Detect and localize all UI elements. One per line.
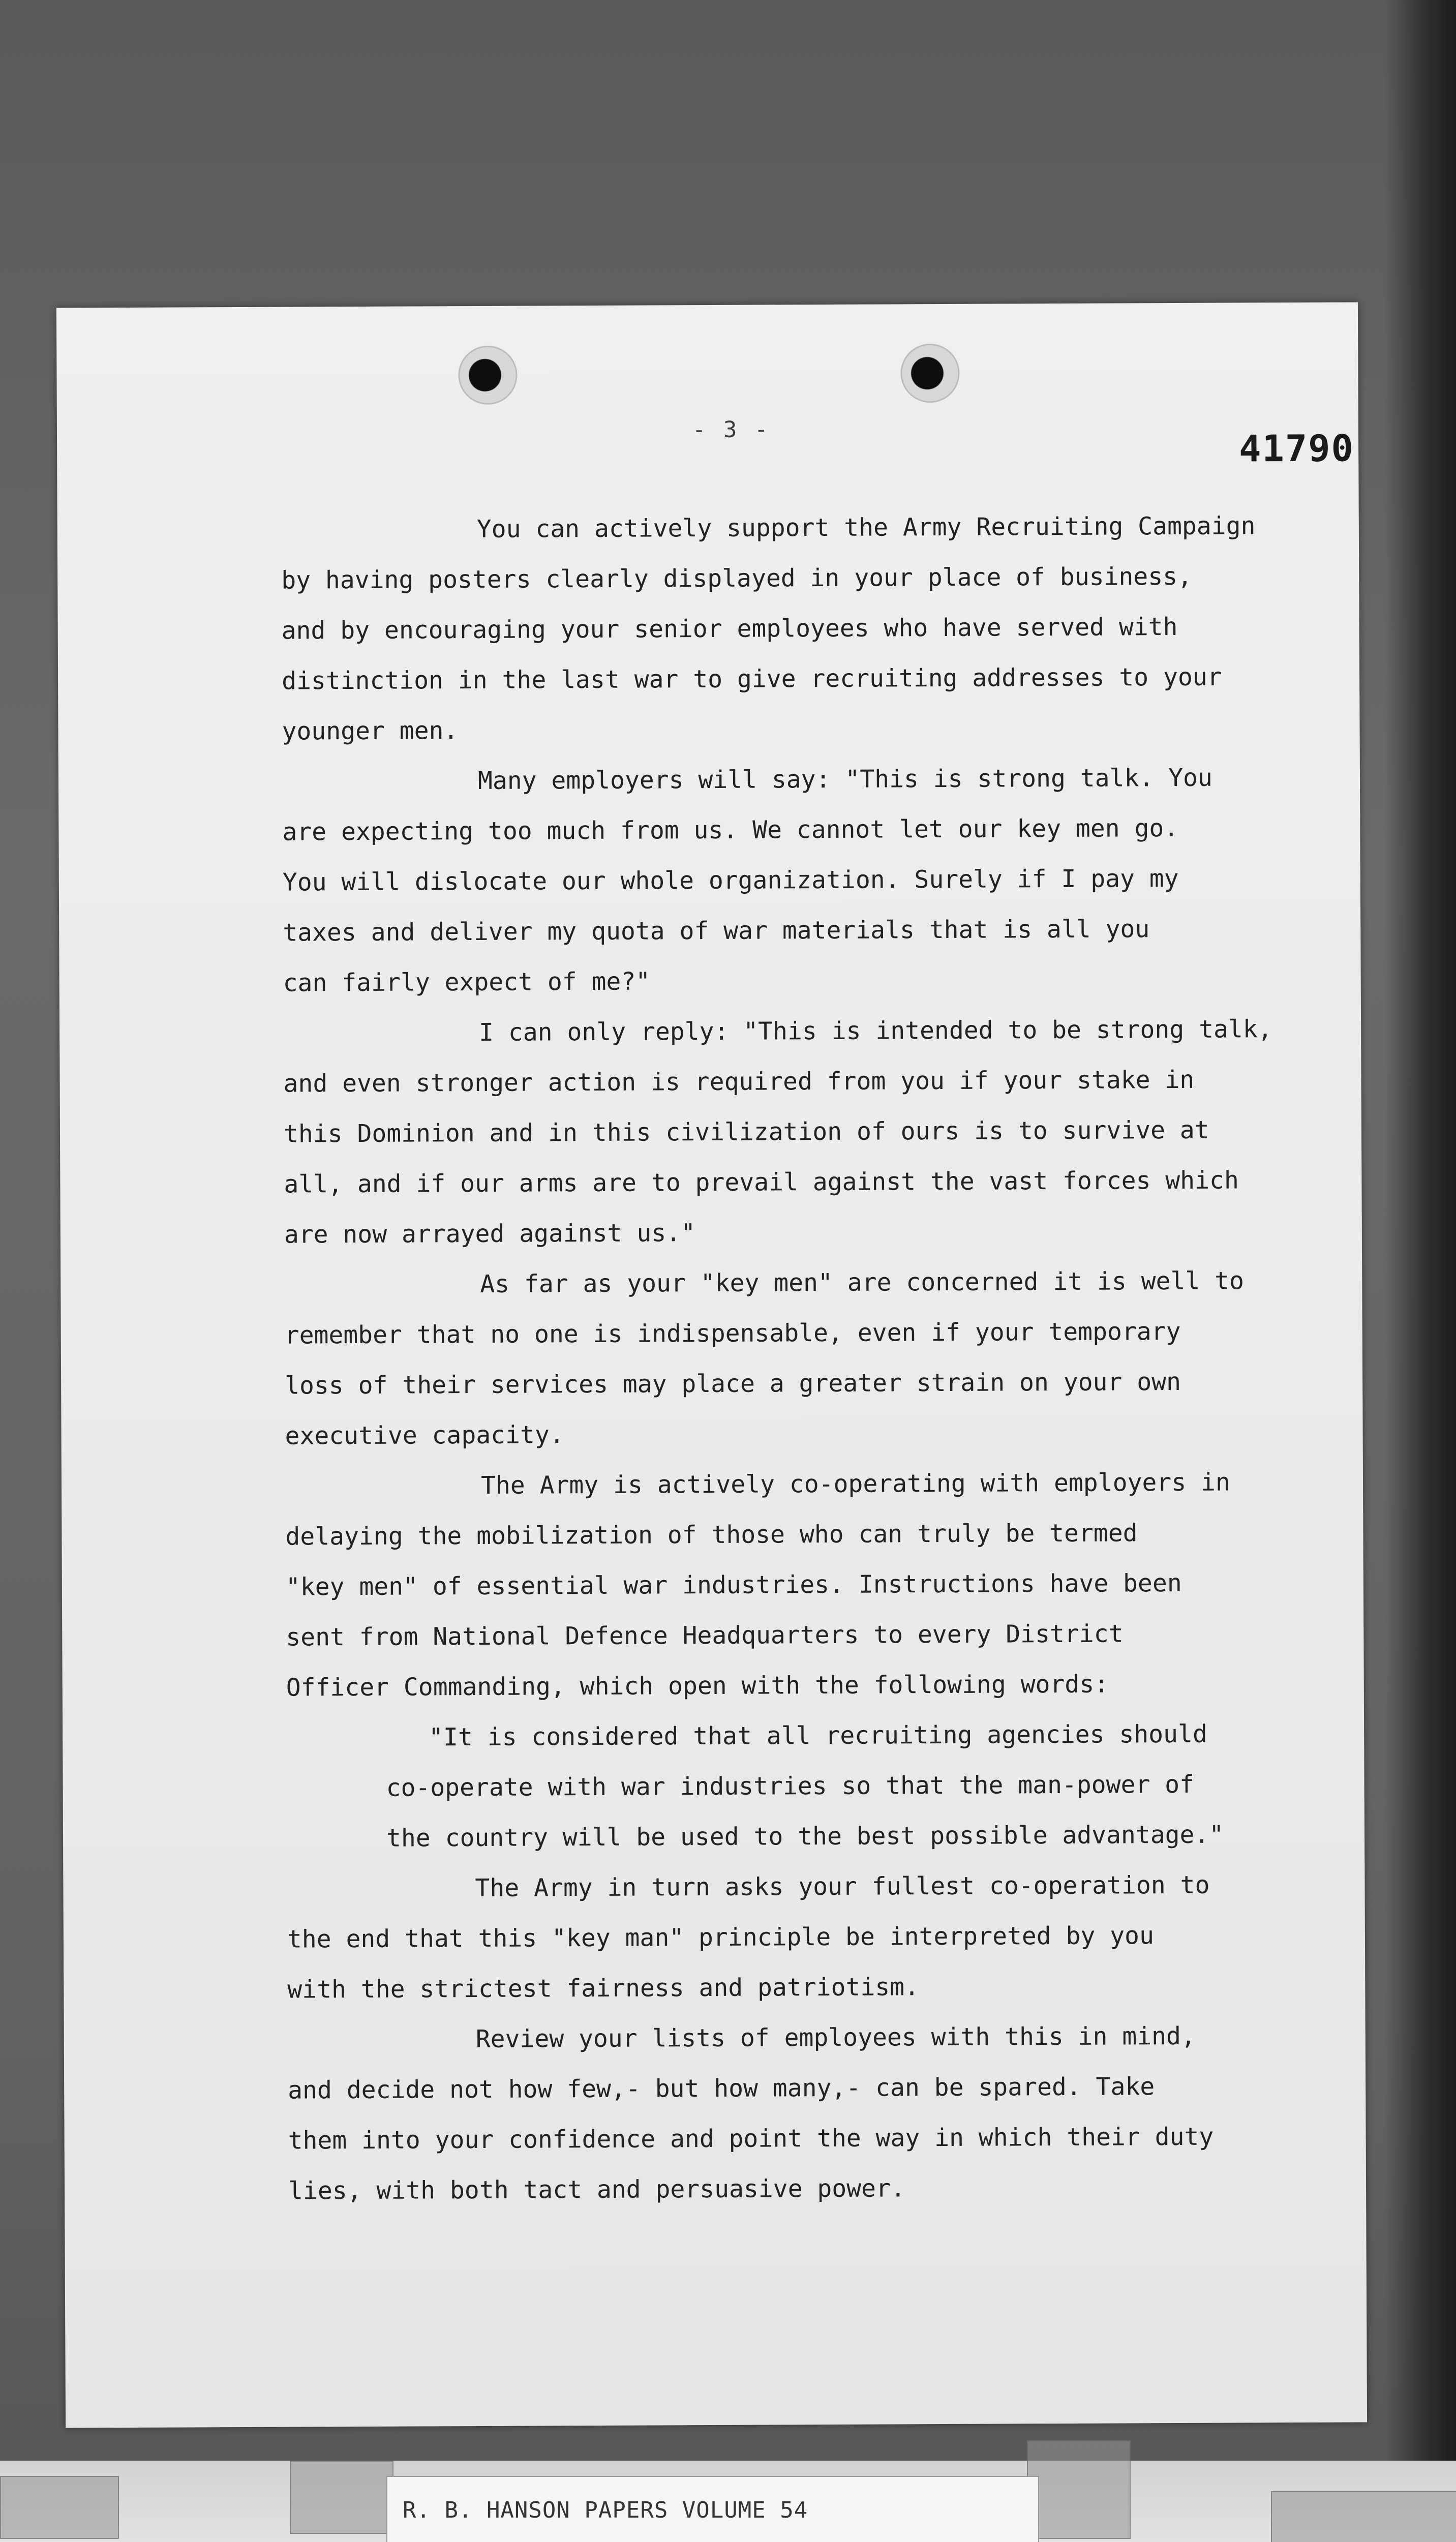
text-line: The Army in turn asks your fullest co-operation to — [475, 1870, 1210, 1903]
page-number: - 3 - — [692, 416, 770, 443]
text-line: and decide not how few,- but how many,- can be spared. Take — [288, 2072, 1155, 2105]
paragraph-1 — [281, 500, 1380, 756]
text-line: distinction in the last war to give recruiting addresses to your — [281, 662, 1222, 695]
letter-body — [281, 500, 1387, 2216]
text-line: can fairly expect of me?" — [283, 967, 651, 997]
right-edge-shadow — [1385, 0, 1456, 2542]
text-line: "It is considered that all recruiting agencies should — [429, 1719, 1207, 1752]
text-line: with the strictest fairness and patriotism. — [287, 1973, 920, 2004]
text-line: You can actively support the Army Recruiting Campaign — [476, 511, 1256, 544]
paragraph-7 — [287, 1859, 1385, 2015]
text-line: younger men. — [282, 716, 459, 746]
paragraph-4 — [284, 1255, 1383, 1461]
text-line: sent from National Defence Headquarters to every District — [286, 1619, 1124, 1652]
paragraph-8 — [288, 2010, 1387, 2216]
tape-edge-left — [0, 2476, 119, 2539]
text-line: by having posters clearly displayed in your place of business, — [281, 562, 1193, 595]
text-line: I can only reply: "This is intended to be strong talk, — [479, 1015, 1272, 1047]
text-line: them into your confidence and point the way in which their duty — [288, 2122, 1214, 2155]
document-page — [56, 302, 1367, 2428]
text-line: "key men" of essential war industries. Instructions have been — [285, 1568, 1182, 1601]
text-line: the end that this "key man" principle be interpreted by you — [287, 1921, 1155, 1954]
paragraph-2 — [282, 752, 1381, 1008]
volume-label: R. B. HANSON PAPERS VOLUME 54 — [403, 2497, 808, 2523]
text-line: all, and if our arms are to prevail against the vast forces which — [284, 1166, 1239, 1199]
text-line: As far as your "key men" are concerned it is well to — [480, 1266, 1245, 1298]
paragraph-5 — [285, 1457, 1384, 1713]
text-line: are expecting too much from us. We cannot let our key men go. — [282, 813, 1179, 846]
text-line: this Dominion and in this civilization of ours is to survive at — [283, 1115, 1209, 1148]
text-line: remember that no one is indispensable, even if your temporary — [284, 1317, 1181, 1350]
text-line: Officer Commanding, which open with the following words: — [286, 1670, 1109, 1702]
punch-hole-left-icon — [458, 346, 518, 405]
text-line: lies, with both tact and persuasive power. — [288, 2174, 905, 2205]
text-line: executive capacity. — [285, 1420, 564, 1450]
text-line: and by encouraging your senior employees who have served with — [281, 612, 1178, 645]
text-line: Review your lists of employees with this in mind, — [475, 2021, 1196, 2054]
text-line: You will dislocate our whole organization. Surely if I pay my — [282, 864, 1179, 897]
tape-edge-right — [1271, 2491, 1456, 2542]
text-line: are now arrayed against us." — [284, 1219, 696, 1249]
text-line: loss of their services may place a greater strain on your own — [285, 1367, 1181, 1400]
text-line: delaying the mobilization of those who can truly be termed — [285, 1519, 1138, 1551]
punch-hole-right-icon — [900, 344, 960, 403]
text-line: taxes and deliver my quota of war materials that is all you — [283, 915, 1150, 947]
paragraph-3 — [283, 1004, 1382, 1260]
folio-number: 41790 — [1238, 427, 1355, 470]
tape-left — [290, 2461, 393, 2534]
text-line: the country will be used to the best possible advantage." — [386, 1820, 1224, 1853]
tape-right — [1027, 2440, 1131, 2539]
text-line: The Army is actively co-operating with employers in — [480, 1468, 1230, 1500]
quoted-instruction — [286, 1708, 1385, 1864]
text-line: Many employers will say: "This is strong talk. You — [477, 763, 1213, 795]
text-line: and even stronger action is required from you if your stake in — [283, 1065, 1195, 1098]
text-line: co-operate with war industries so that the man-power of — [386, 1770, 1195, 1802]
volume-card — [386, 2476, 1039, 2542]
